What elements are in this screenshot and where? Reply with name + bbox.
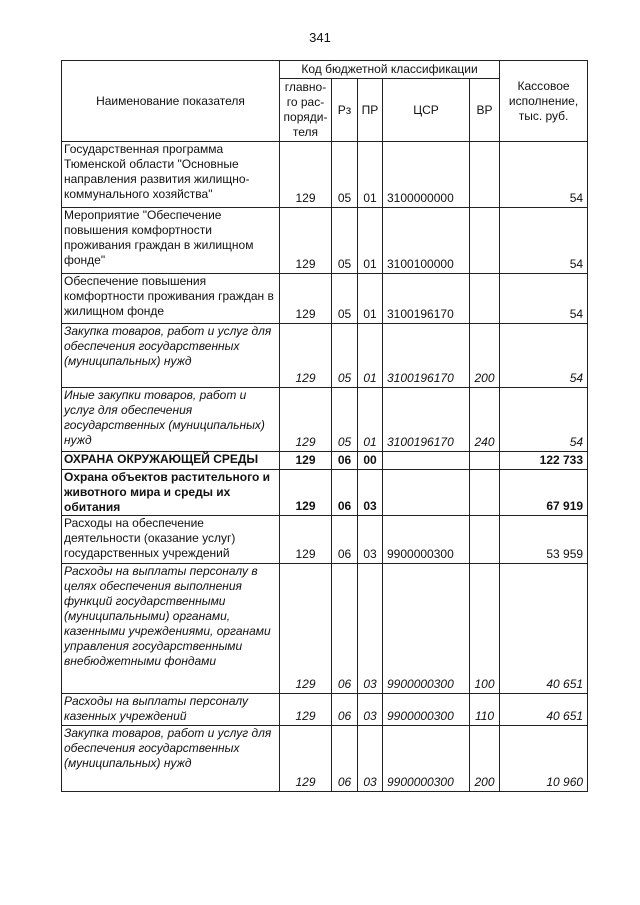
row-admin-cell: 129: [280, 726, 332, 792]
row-admin-cell: 129: [280, 694, 332, 726]
row-csr-cell: [383, 470, 470, 516]
header-csr: ЦСР: [383, 79, 470, 142]
table-body: [62, 142, 588, 792]
header-rz: Рз: [332, 79, 358, 142]
row-pr-cell: 03: [358, 564, 383, 694]
row-csr-cell: 3100100000: [383, 208, 470, 274]
row-csr-cell: [383, 452, 470, 470]
row-pr-cell: 03: [358, 516, 383, 564]
row-admin-cell: 129: [280, 564, 332, 694]
row-vr-cell: [470, 452, 500, 470]
row-vr-cell: 200: [470, 726, 500, 792]
row-pr-cell: 01: [358, 274, 383, 324]
row-name-cell: Расходы на обеспечение деятельности (оказание услуг) государственных учреждений: [62, 516, 280, 564]
row-vr-cell: [470, 142, 500, 208]
row-pr-cell: 03: [358, 726, 383, 792]
row-vr-cell: 110: [470, 694, 500, 726]
row-csr-cell: 3100196170: [383, 388, 470, 452]
row-rz-cell: 05: [332, 208, 358, 274]
row-rz-cell: 05: [332, 274, 358, 324]
row-rz-cell: 05: [332, 142, 358, 208]
row-vr-cell: [470, 208, 500, 274]
row-pr-cell: 03: [358, 470, 383, 516]
table-row: [62, 470, 588, 516]
table-row: [62, 564, 588, 694]
row-admin-cell: 129: [280, 452, 332, 470]
row-amount-cell: 54: [500, 274, 588, 324]
row-rz-cell: 06: [332, 564, 358, 694]
row-rz-cell: 06: [332, 726, 358, 792]
table-row: [62, 274, 588, 324]
row-name-cell: Государственная программа Тюменской области "Основные направления развития жилищно-коммунального хозяйства": [62, 142, 280, 208]
row-pr-cell: 01: [358, 208, 383, 274]
row-rz-cell: 05: [332, 388, 358, 452]
row-csr-cell: 9900000300: [383, 726, 470, 792]
table-row: [62, 324, 588, 388]
row-name-cell: Охрана объектов растительного и животного мира и среды их обитания: [62, 470, 280, 516]
header-pr: ПР: [358, 79, 383, 142]
header-main-admin: главно-го рас-поряди-теля: [280, 79, 332, 142]
row-amount-cell: 40 651: [500, 564, 588, 694]
row-amount-cell: 54: [500, 324, 588, 388]
table-row: [62, 142, 588, 208]
row-vr-cell: 240: [470, 388, 500, 452]
row-admin-cell: 129: [280, 324, 332, 388]
page-number: 341: [309, 30, 331, 45]
row-amount-cell: 54: [500, 208, 588, 274]
row-name-cell: Расходы на выплаты персоналу казенных учреждений: [62, 694, 280, 726]
row-admin-cell: 129: [280, 208, 332, 274]
row-csr-cell: 9900000300: [383, 694, 470, 726]
row-vr-cell: 100: [470, 564, 500, 694]
row-rz-cell: 06: [332, 470, 358, 516]
row-amount-cell: 54: [500, 388, 588, 452]
row-name-cell: Расходы на выплаты персоналу в целях обеспечения выполнения функций государственными (муниципальными) органами, казенными учреждениями, органами управления государственными внебюджетными фондами: [62, 564, 280, 694]
budget-table: [61, 60, 588, 792]
table-row: [62, 208, 588, 274]
row-amount-cell: 67 919: [500, 470, 588, 516]
row-rz-cell: 06: [332, 452, 358, 470]
table-row: [62, 452, 588, 470]
row-admin-cell: 129: [280, 470, 332, 516]
row-name-cell: Мероприятие "Обеспечение повышения комфортности проживания граждан в жилищном фонде": [62, 208, 280, 274]
row-pr-cell: 01: [358, 388, 383, 452]
row-name-cell: ОХРАНА ОКРУЖАЮЩЕЙ СРЕДЫ: [62, 452, 280, 470]
row-amount-cell: 122 733: [500, 452, 588, 470]
row-vr-cell: 200: [470, 324, 500, 388]
row-csr-cell: 3100196170: [383, 274, 470, 324]
row-amount-cell: 10 960: [500, 726, 588, 792]
row-name-cell: Иные закупки товаров, работ и услуг для обеспечения государственных (муниципальных) нужд: [62, 388, 280, 452]
row-csr-cell: 3100000000: [383, 142, 470, 208]
row-pr-cell: 00: [358, 452, 383, 470]
header-vr: ВР: [470, 79, 500, 142]
header-name: Наименование показателя: [62, 61, 280, 142]
row-rz-cell: 06: [332, 694, 358, 726]
row-name-cell: Обеспечение повышения комфортности проживания граждан в жилищном фонде: [62, 274, 280, 324]
row-admin-cell: 129: [280, 274, 332, 324]
table-row: [62, 726, 588, 792]
row-amount-cell: 53 959: [500, 516, 588, 564]
row-name-cell: Закупка товаров, работ и услуг для обеспечения государственных (муниципальных) нужд: [62, 324, 280, 388]
row-amount-cell: 54: [500, 142, 588, 208]
row-vr-cell: [470, 516, 500, 564]
row-admin-cell: 129: [280, 516, 332, 564]
row-pr-cell: 01: [358, 142, 383, 208]
header-budget-classification: Код бюджетной классификации: [280, 61, 500, 79]
row-admin-cell: 129: [280, 142, 332, 208]
table-row: [62, 694, 588, 726]
row-csr-cell: 9900000300: [383, 564, 470, 694]
row-csr-cell: 3100196170: [383, 324, 470, 388]
row-pr-cell: 03: [358, 694, 383, 726]
row-pr-cell: 01: [358, 324, 383, 388]
row-amount-cell: 40 651: [500, 694, 588, 726]
row-rz-cell: 05: [332, 324, 358, 388]
header-amount: Кассовое исполнение, тыс. руб.: [500, 61, 588, 142]
row-name-cell: Закупка товаров, работ и услуг для обеспечения государственных (муниципальных) нужд: [62, 726, 280, 792]
row-vr-cell: [470, 470, 500, 516]
table-row: [62, 516, 588, 564]
row-admin-cell: 129: [280, 388, 332, 452]
row-rz-cell: 06: [332, 516, 358, 564]
row-csr-cell: 9900000300: [383, 516, 470, 564]
row-vr-cell: [470, 274, 500, 324]
table-row: [62, 388, 588, 452]
